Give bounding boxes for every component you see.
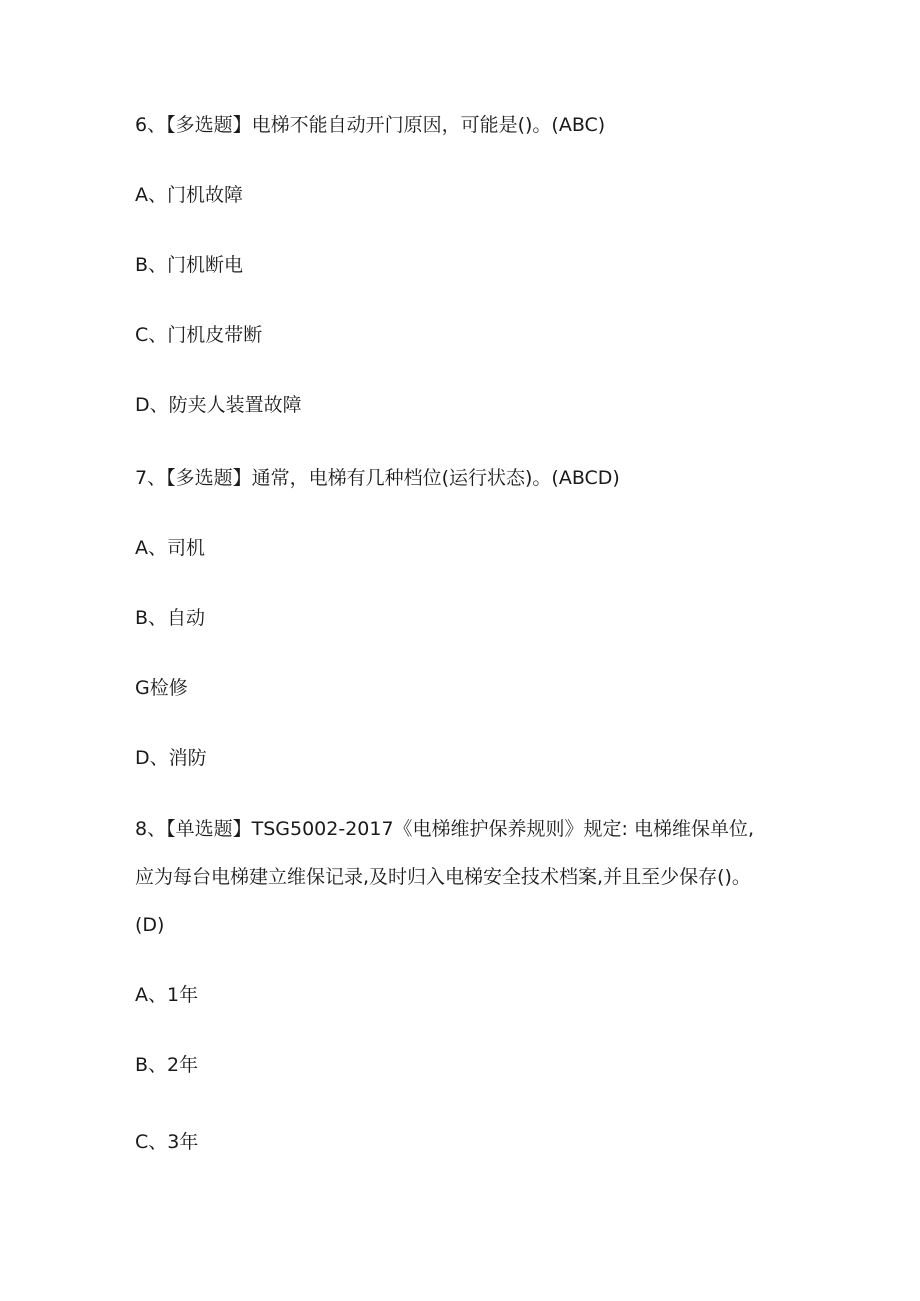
question-8-stem-line-2: 应为每台电梯建立维保记录,及时归入电梯安全技术档案,并且至少保存()。	[135, 866, 751, 888]
question-8-option-a: A、1年	[135, 984, 199, 1006]
question-8-stem-line-1: 8、【单选题】TSG5002-2017《电梯维护保养规则》规定: 电梯维保单位,	[135, 818, 755, 840]
question-7-stem: 7、【多选题】通常，电梯有几种档位(运行状态)。(ABCD)	[135, 467, 620, 489]
question-7-option-a: A、司机	[135, 537, 205, 559]
question-8-option-c: C、3年	[135, 1131, 199, 1153]
question-6-option-a: A、门机故障	[135, 184, 243, 206]
question-7-option-d: D、消防	[135, 747, 207, 769]
question-6-stem: 6、【多选题】电梯不能自动开门原因，可能是()。(ABC)	[135, 114, 606, 136]
question-7-option-b: B、自动	[135, 607, 206, 629]
question-7-option-c: G检修	[135, 677, 188, 699]
question-8-option-b: B、2年	[135, 1054, 199, 1076]
question-6-option-d: D、防夹人装置故障	[135, 394, 302, 416]
question-6-option-b: B、门机断电	[135, 254, 244, 276]
question-8-stem-line-3: (D)	[135, 914, 165, 936]
question-6-option-c: C、门机皮带断	[135, 324, 263, 346]
